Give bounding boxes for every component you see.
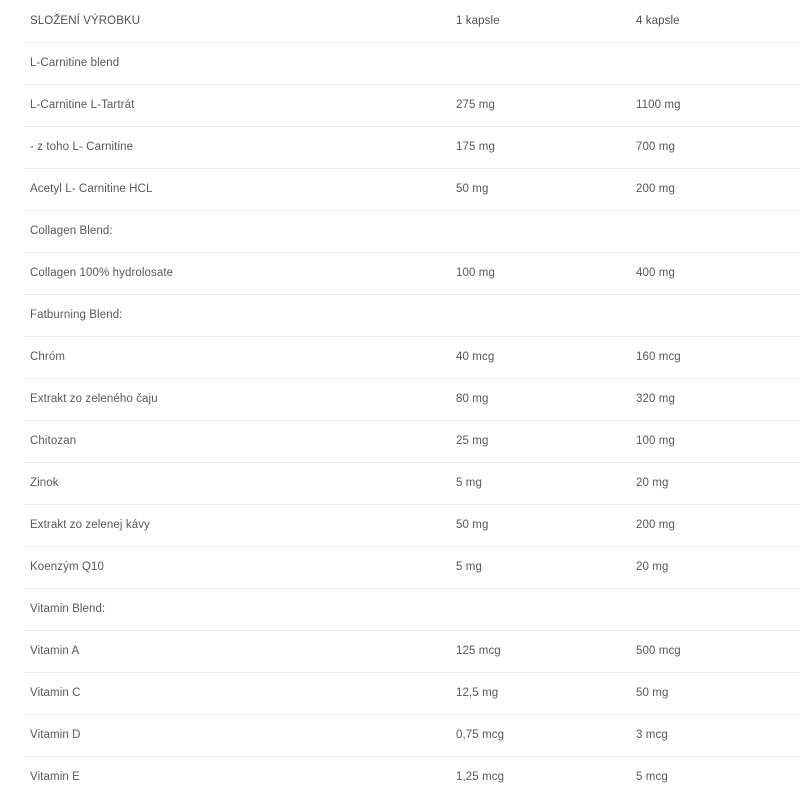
table-row [24, 630, 800, 672]
table-row [24, 420, 800, 462]
cell-amount-four-capsules: 20 mg [632, 546, 800, 588]
cell-ingredient-name: Chróm [24, 336, 452, 378]
cell-ingredient-name: Vitamin Blend: [24, 588, 452, 630]
table-row [24, 126, 800, 168]
cell-ingredient-name: Vitamin D [24, 714, 452, 756]
column-header-one-capsule: 1 kapsle [452, 0, 632, 42]
cell-amount-four-capsules [632, 42, 800, 84]
cell-amount-four-capsules [632, 588, 800, 630]
table-row [24, 378, 800, 420]
cell-amount-one-capsule: 0,75 mcg [452, 714, 632, 756]
cell-ingredient-name: Collagen 100% hydrolosate [24, 252, 452, 294]
cell-ingredient-name: Vitamin C [24, 672, 452, 714]
cell-ingredient-name: Koenzým Q10 [24, 546, 452, 588]
cell-amount-four-capsules: 20 mg [632, 462, 800, 504]
cell-amount-one-capsule: 50 mg [452, 504, 632, 546]
cell-ingredient-name: Vitamin E [30, 771, 80, 784]
cell-amount-one-capsule: 125 mcg [452, 630, 632, 672]
cell-amount-four-capsules [632, 210, 800, 252]
cell-amount-one-capsule [452, 42, 632, 84]
cell-amount-one-capsule: 175 mg [452, 126, 632, 168]
table-row [24, 336, 800, 378]
column-header-four-capsules: 4 kapsle [632, 0, 800, 42]
cell-ingredient-name: Fatburning Blend: [24, 294, 452, 336]
cell-amount-four-capsules: 320 mg [632, 378, 800, 420]
cell-amount-four-capsules: 5 mcg [636, 771, 668, 784]
column-header-name: SLOŽENÍ VÝROBKU [24, 0, 452, 42]
table-body [24, 0, 800, 798]
cell-amount-four-capsules: 50 mg [632, 672, 800, 714]
cell-ingredient-name: L-Carnitine blend [24, 42, 452, 84]
table-row [24, 504, 800, 546]
cell-amount-four-capsules: 400 mg [632, 252, 800, 294]
cell-amount-one-capsule: 1,25 mcg [456, 771, 505, 784]
table-row [24, 756, 800, 798]
cell-ingredient-name: Zinok [24, 462, 452, 504]
cell-amount-four-capsules: 1100 mg [632, 84, 800, 126]
cell-amount-one-capsule: 12,5 mg [452, 672, 632, 714]
cell-amount-one-capsule: 50 mg [452, 168, 632, 210]
table-row [24, 42, 800, 84]
cell-ingredient-name: L-Carnitine L-Tartrát [24, 84, 452, 126]
cell-ingredient-name: Collagen Blend: [24, 210, 452, 252]
cell-amount-one-capsule: 80 mg [452, 378, 632, 420]
cell-amount-four-capsules: 160 mcg [632, 336, 800, 378]
table-row [24, 546, 800, 588]
table-row [24, 672, 800, 714]
cell-amount-four-capsules: 200 mg [632, 168, 800, 210]
table-row [24, 252, 800, 294]
cell-amount-one-capsule: 25 mg [452, 420, 632, 462]
cell-amount-one-capsule [452, 210, 632, 252]
cell-amount-one-capsule: 100 mg [452, 252, 632, 294]
cell-ingredient-name: Extrakt zo zeleného čaju [24, 378, 452, 420]
cell-ingredient-name: - z toho L- Carnitine [24, 126, 452, 168]
table-row [24, 462, 800, 504]
cell-amount-one-capsule: 40 mcg [452, 336, 632, 378]
cell-amount-four-capsules [632, 294, 800, 336]
cell-amount-four-capsules: 200 mg [632, 504, 800, 546]
table-row [24, 84, 800, 126]
cell-ingredient-name: Acetyl L- Carnitine HCL [24, 168, 452, 210]
cell-amount-four-capsules: 100 mg [632, 420, 800, 462]
table-header-row [24, 0, 800, 42]
cell-amount-one-capsule: 5 mg [452, 546, 632, 588]
table-row [24, 294, 800, 336]
cell-amount-four-capsules: 3 mcg [632, 714, 800, 756]
cell-amount-four-capsules: 700 mg [632, 126, 800, 168]
cell-amount-four-capsules: 500 mcg [632, 630, 800, 672]
table-row [24, 714, 800, 756]
cell-ingredient-name: Vitamin A [24, 630, 452, 672]
product-composition-table [24, 0, 800, 798]
table-row [24, 210, 800, 252]
cell-amount-one-capsule [452, 294, 632, 336]
cell-amount-one-capsule: 5 mg [452, 462, 632, 504]
cell-ingredient-name: Chitozan [24, 420, 452, 462]
cell-amount-one-capsule: 275 mg [452, 84, 632, 126]
cell-ingredient-name: Extrakt zo zelenej kávy [24, 504, 452, 546]
table-row [24, 168, 800, 210]
cell-amount-one-capsule [452, 588, 632, 630]
table-row [24, 588, 800, 630]
